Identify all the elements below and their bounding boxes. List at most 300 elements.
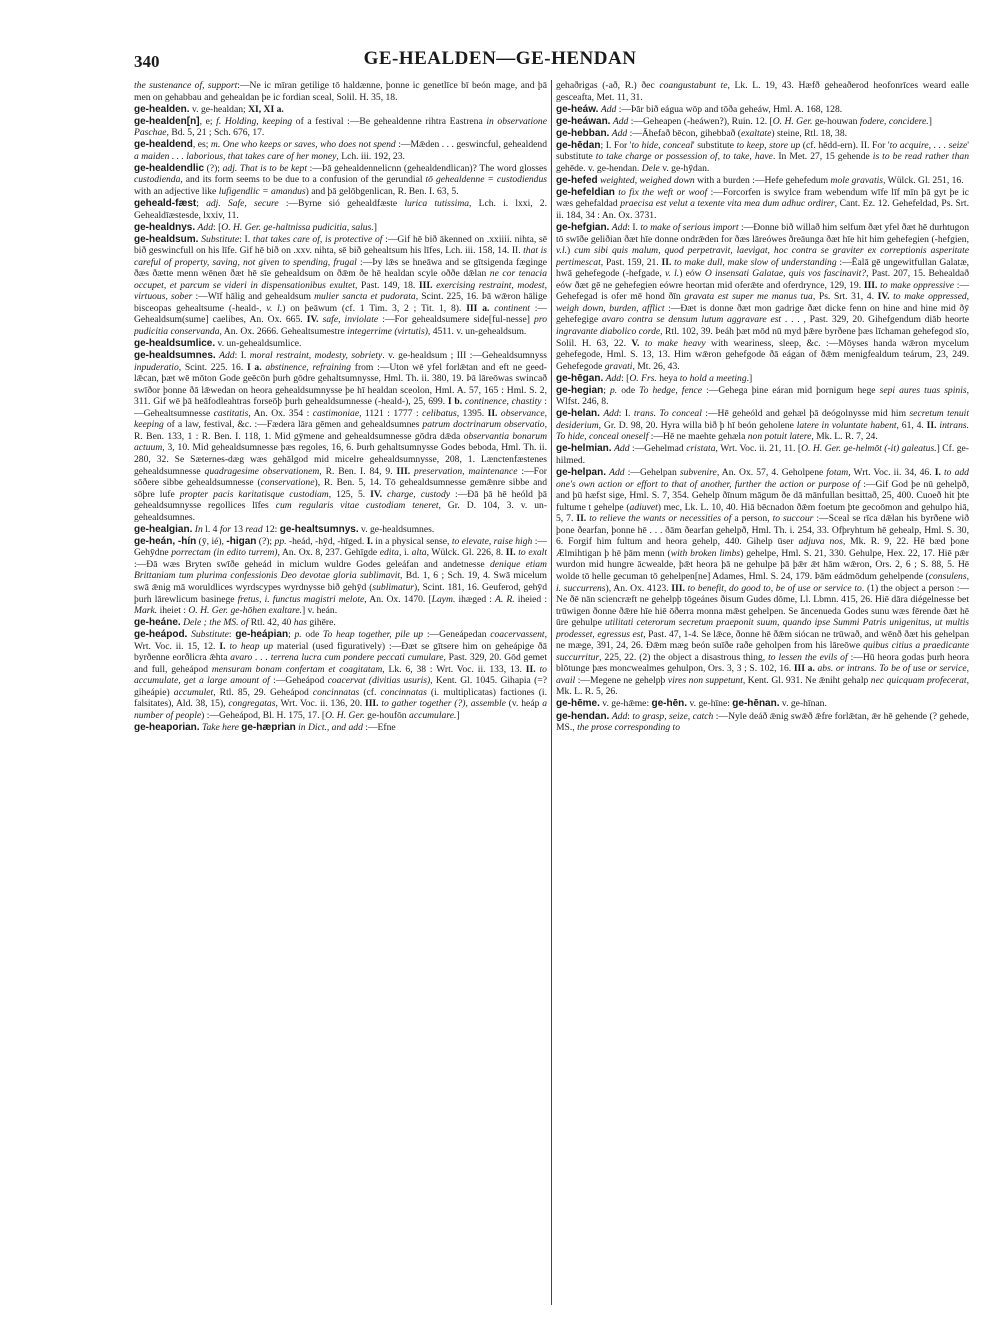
entry-text: ) gehelpe, Hml. S. 21, 330. Gehulpe, Hex. 22, 17. Hiē pǣr wurdon mid hungre ācwealde, þǣt heora þā ne gehulpe þā þǣr ǣt hām wǣron, Ors. 2, 6 ; S. 88, 5. Hē wolde tō helle gecuman tō gehelpen[ne] Adames, Hml. S. 24, 179. Þām eádmōdum gehelpende ( <box>556 547 969 582</box>
gloss-text: porrectam (in edito turrem) <box>171 547 278 559</box>
sense-marker: XI, XI a. <box>248 103 284 115</box>
gloss-text: to grasp, seize, catch <box>632 710 714 722</box>
headword: ge-heáwan. <box>556 115 611 127</box>
gloss-text: weighted, weighed down <box>600 174 695 186</box>
sense-marker: III. <box>863 279 878 291</box>
headword: ge-hēgan. <box>556 372 604 384</box>
headword: ge-healdendlic <box>134 162 205 174</box>
headword: ge-healdsumnes. <box>134 350 216 362</box>
gloss-text: sublimatur <box>372 582 414 594</box>
headword: ge-healdnys. <box>134 221 196 233</box>
entry-text: :—Ēalā gē ungewitfullan Galatæ, hwā gehefegode (-hefgade, <box>556 256 969 280</box>
gloss-text: continence, chastity <box>464 396 542 408</box>
headword: ge-helpan. <box>556 467 607 479</box>
entry-text: , An. Ox. 1470. [ <box>364 593 432 605</box>
sense-marker: IV. <box>306 314 319 326</box>
gloss-text: subvenire <box>679 467 717 479</box>
entry-text: l. 4 <box>202 523 220 535</box>
entry-text: :—Gehega þine eáran mid þornigum hege <box>702 384 880 396</box>
gloss-text: non potuit latere <box>747 431 812 443</box>
entry-text: :—Hū heora godas þurh heora blōtunge þæs moncwealmes gehulpon, Ors. 3, 3 ; S. 102, 16. <box>556 651 969 675</box>
headword: ge-healdsumlice. <box>134 338 216 350</box>
entry-text: . v. ge-healdsum ; III :—Gehealdsumnyss <box>382 350 547 362</box>
entry-text: :—Geheapen (-heáwen?), Ruin. 12. [ <box>628 115 773 127</box>
entry-text: , 1395. <box>456 407 488 419</box>
gloss-text: observance, keeping <box>134 407 547 431</box>
gloss-text: praecisa est velut a texente vita mea dum adhuc ordirer <box>620 198 835 210</box>
gloss-text: conservatione <box>260 477 315 489</box>
headword: -higan <box>226 535 257 547</box>
entry-text: , 4511. v. un-gehealdsum. <box>427 325 527 337</box>
entry-text: : I. <box>618 408 634 420</box>
entry-text: :—Ðonne bið willað him selfum ðæt yfel ðæt hē durhtugon tō swīðe geliðian ðæt hīe donne ondrǣden for ðæs lāreówes ðreāunga ðæt hīe hit him gehefegien (-hefgien, <box>556 222 969 245</box>
entry-text: :—Gehelpan <box>624 467 680 479</box>
gloss-text: Add <box>219 350 235 362</box>
entry-text: , Wülck. Gl. 251, 16. <box>883 174 964 186</box>
entry-text: , Rtl. 102, 39. Þeáh þæt mōd nū myd þǣre byrðene þæs līchaman gehefegod sīo, Solil. H. 63, 22. <box>556 325 969 349</box>
entry-text: :—Sceal se rīca dǣlan his byrðene wið þone ðearfan, þonne hē . . . ðām ðearfan gehelpð, Hml. Th. i. 254, 33. Ofþryhtum hē gehealp, Hml. S. 30, 6. Forgif him fultum and heora gehelp, 440. Gihelp ūser <box>556 513 969 548</box>
gloss-text: to accumulate, get a large amount of <box>134 663 547 687</box>
gloss-text: observantia bonarum actuum <box>134 430 547 454</box>
entry-text: from :—Uton wē yfel forlǣtan and eft ne geed-lǣcan, þæt wē mōton Gode geēcōn þurh gōdre gehaltsumnysse, Hml. Th. ii. 380, 19. Þā lāreōwas swincað swīðor þonne ðā lǣwedan on heora gehealdsumnysse þe hī healdan sceolon, Hml. A. 57, 165 : Hml. S. 2, 311. Gif wē þā heāfodleahtras forseōþ þurh gehealdsumnesse (-heald-), 25, 699. <box>134 361 547 408</box>
headword: ge-hefed <box>556 174 598 186</box>
gloss-text: has <box>293 617 308 629</box>
gloss-text: mensuram bonam confertam et coagitatam <box>211 663 383 675</box>
entry-text: ) :—Geheápod, Bl. H. 175, 17. [ <box>201 710 326 722</box>
entry-text: , Scint. 225, 16. Þā wǣron hālige bisceopas gehealtsume (-heald-, <box>134 291 547 314</box>
headword: ge-hendan. <box>556 710 610 722</box>
gloss-text: ingravante diabolico corde <box>556 325 661 337</box>
gloss-text: A. R. <box>495 593 515 605</box>
headword: ge-hefeldian <box>556 186 615 198</box>
entry-text: , Ps. Srt. 31, 4. <box>812 291 878 303</box>
entry-text: ' substitute <box>556 139 969 163</box>
sense-marker: II. <box>505 547 516 559</box>
headword: ge-heáne. <box>134 617 181 629</box>
entry-text: , Bd. 5, 21 ; Sch. 676, 17. <box>166 127 265 139</box>
entry-text: material (used figuratively) :—Ðæt se gītsere him on geheápige ðā byrðenne eorðlicra ǣhta <box>134 640 547 664</box>
entry-text: : I. <box>234 350 250 362</box>
gloss-text: m. One who keeps or saves, who does not spend <box>210 139 396 151</box>
sense-marker: I. <box>366 535 373 547</box>
gloss-text: to gather together (?), assemble <box>381 698 506 710</box>
headword: geheald-fæst <box>134 197 197 209</box>
entry-text: , Bd. 1, 6 ; Sch. 19, 4. Swā micelum swā ǣnig mā woruldlices wyrdscypes wyrdnysse bið gehȳd ( <box>134 570 547 594</box>
entry-text: , An. Ox. 354 : <box>248 407 313 419</box>
entry-text: ) eów <box>679 268 705 280</box>
entry-text: , An. Ox. 57, 4. Geholpene <box>716 467 827 479</box>
dictionary-entry <box>556 104 969 116</box>
entry-text: ihæged : <box>455 593 496 605</box>
gloss-text: sepi aures tuas spinis <box>879 384 967 396</box>
gloss-text: castimoniae <box>312 407 360 419</box>
entry-text: , 61, 4. <box>896 419 927 431</box>
dictionary-entry <box>134 338 547 350</box>
entry-text: :—Mǣden . . . geswincful, gehealdend <box>395 139 547 151</box>
gloss-text: pro pudicitia conservanda <box>134 314 547 337</box>
entry-text: , 1121 : 1777 : <box>359 407 423 419</box>
entry-text: (i. multiplicatas) factiones (i. falsitates), Ald. 38, 15), <box>134 686 547 710</box>
gloss-text: p. <box>609 384 618 396</box>
gloss-text: O. H. Ger. <box>772 115 813 127</box>
gloss-text: lufigendlic = amandus <box>218 185 306 197</box>
gloss-text: quibus citius a praedicante succurritur <box>556 640 969 663</box>
entry-text: :—Byrne sió gehealdfæste <box>278 197 405 209</box>
gloss-text: latere in voluntate habent <box>796 419 897 431</box>
gloss-text: to acquire, . . . seize <box>889 139 968 151</box>
sense-marker: III. <box>671 582 685 594</box>
gloss-text: to elevate, raise high <box>451 535 533 547</box>
entry-text: iheiet : <box>157 605 189 617</box>
entry-text: ) mec, Lk. L. 10, 40. Hiā bēcnadon ðǣm foetum þte gecoōmon and gehulpo hiā, 5, 7. <box>556 501 969 525</box>
entry-text: :—Hē ne maehte gehæla <box>648 431 748 443</box>
gloss-text: Add <box>611 222 628 234</box>
sense-marker: III. <box>396 465 411 477</box>
entry-text: (cf. hēdd-ern). II. For ' <box>800 139 890 151</box>
dictionary-entry <box>134 139 547 162</box>
gloss-text: that is careful of property, saving, not given to spending, frugal <box>134 245 547 268</box>
entry-text: ) <box>567 245 575 257</box>
gloss-text: O. H. Ger. ge-helmōt (-it) galeatus. <box>801 443 937 455</box>
entry-text: v. ge-hīne: <box>687 698 733 710</box>
entry-text: , i. <box>398 547 412 559</box>
entry-text: v. ge-hǣme: <box>599 698 652 710</box>
gloss-text: inpuderatio <box>134 361 179 373</box>
sense-marker: I b. <box>447 396 463 408</box>
gloss-text: moral restraint, modesty, sobriety <box>249 350 383 362</box>
entry-text: : <box>228 629 236 641</box>
entry-text: with an adjective like <box>134 185 219 197</box>
gloss-text: avaro . . . terrena lucra cum pondere peccati cumulare <box>230 652 444 664</box>
entry-text: :—For gehealdsumere side[ful-nesse] <box>378 314 535 326</box>
gloss-text: read <box>245 523 263 535</box>
entry-text: ge-houfōn <box>364 710 410 722</box>
entry-text: , Wülck. Gl. 226, 8. <box>426 547 506 559</box>
headword: ge-heápod. <box>134 629 188 641</box>
gloss-text: in Dict., and add <box>298 722 363 734</box>
sense-marker: II. <box>525 663 536 675</box>
entry-text: :—Þār bið eágua wōp and tōða geheáw, Hml. A. 168, 128. <box>616 103 843 115</box>
entry-text: , Kent. Gl. 931. Ne ǣniht gehalp <box>742 674 871 686</box>
gloss-text: Add <box>605 372 622 384</box>
sense-marker: V. <box>631 337 640 349</box>
entry-text: ) and þā gelōbgenlican, R. Ben. I. 63, 5. <box>305 185 459 197</box>
entry-text: :—Ne ic mīran getilige tō haldænne, þonne ic genetlīce bī beón mage, and þā men on gehabbau and gehealdan þe ic fordian sceal, Solil. H. 35, 18. <box>134 80 547 103</box>
entry-text: , Wrt. Voc. ii. 15, 12. <box>134 629 547 652</box>
entry-text: :—Wīf hālig and gehealdsum <box>192 291 315 303</box>
sense-marker: I a. <box>246 361 262 373</box>
gloss-text: concinnatas <box>380 686 427 698</box>
gloss-text: exercising restraint, modest, virtuous, sober <box>134 279 547 303</box>
gloss-text: mole gravatis <box>830 174 884 186</box>
right-column <box>556 80 969 1320</box>
gloss-text: Dele <box>641 162 660 174</box>
dictionary-entry <box>134 163 547 198</box>
entry-text: :—Gehefegad is ofer mē hond ðīn <box>556 279 969 303</box>
gloss-text: to take charge or possession of, to take, have <box>595 151 773 163</box>
entry-text: : I. <box>239 233 253 245</box>
headword: ge-healtsumnys. <box>279 523 359 535</box>
gloss-text: cum sibi quis malum, quod perpetravit, laevigat, hoc contra se graviter ex correptionis asperitate pertimescat <box>556 245 969 268</box>
entry-text: ] <box>456 710 460 722</box>
headword: ge-hegian <box>556 384 604 396</box>
headword: ge-hēme. <box>556 698 600 710</box>
entry-text: (cf. <box>359 686 381 698</box>
entry-text: , Wrt. Voc. ii. 34, 46. <box>848 467 935 479</box>
entry-text: , Past. 207, 15. Behealdað eów ðæt gē ne gehefegien eówre heortan mid oferǣte and oferdrynce, 129, 19. <box>556 268 969 291</box>
gloss-text: Mark. <box>134 605 158 617</box>
gloss-text: Add <box>600 103 617 115</box>
gloss-text: the prose corresponding to <box>577 722 681 734</box>
entry-text: :—Geneápedan <box>423 629 491 641</box>
gloss-text: to relieve the wants or necessities of <box>589 513 732 525</box>
gloss-text: To heap together, pile up <box>323 629 424 641</box>
entry-text: , Mk. L. R. 7, 24. <box>811 431 878 443</box>
dictionary-entry <box>134 617 547 629</box>
gloss-text: celibatus <box>422 407 457 419</box>
dictionary-entry <box>134 536 547 617</box>
entry-text: , R. Ben. 133, 1 : R. Ben. I. 118, 1. Mid gȳmene and gehealdsumnesse gōdra dǣda <box>134 419 547 442</box>
entry-text: :—Gehelmad <box>629 443 687 455</box>
entry-text: : <box>627 710 633 722</box>
dictionary-entry <box>556 222 969 372</box>
entry-text: (?); <box>256 535 275 547</box>
gloss-text: Dele ; the MS. of <box>183 617 249 629</box>
sense-marker: III a. <box>793 663 815 675</box>
entry-text: of a law, festival, &c. :—Fædera lāra gēmen and gehealdsumnes <box>163 419 423 431</box>
gloss-text: Add <box>609 467 625 479</box>
gloss-text: to exalt <box>518 547 547 559</box>
gloss-text: for <box>219 523 232 535</box>
gloss-text: coangustabunt te <box>659 80 728 91</box>
entry-text: ) steine, Rtl. 18, 38. <box>771 127 848 139</box>
gloss-text: congregatas <box>228 698 276 710</box>
entry-text: v. ge-hȳdan. <box>659 162 710 174</box>
headword: ge-heáw. <box>556 103 599 115</box>
entry-text: :—Geheápod <box>269 675 328 687</box>
gloss-text: v.l. <box>556 245 568 257</box>
entry-text: ), R. Ben. 5, 14. Tō gehealdsumnesse gemǣnre sibbe and sōþre lufe <box>134 477 547 500</box>
entry-text: , Mt. 26, 43. <box>632 360 680 372</box>
entry-text: ; I. For ' <box>600 139 632 151</box>
entry-text: :—Hē geheóld and gehæl þā deógolnysse mid him <box>701 408 910 420</box>
gloss-text: utilitati ceterorum secretum praeponit suum, quando ipse Summi Patris unigenitus, ut multis prodesset, egressus est <box>556 617 969 640</box>
entry-text: , e; <box>199 115 217 127</box>
gloss-text: patrum doctrinarum observatio <box>422 419 545 431</box>
gloss-text: to hide, conceal <box>631 139 693 151</box>
headword: ge-helmian. <box>556 443 612 455</box>
gloss-text: alta <box>411 547 427 559</box>
gloss-text: castitatis <box>213 407 249 419</box>
sense-marker: II. <box>926 419 937 431</box>
gloss-text: f. Holding, keeping <box>216 115 293 127</box>
entry-text: :—Efne <box>362 722 396 734</box>
entry-text: ) on þeāwum (cf. 1 Tim. 3, 2 ; Tit. 1, 8). <box>282 302 467 314</box>
gloss-text: adjuva nos <box>798 536 843 548</box>
dictionary-entry <box>134 80 547 103</box>
headword: ge-healdsum. <box>134 233 199 245</box>
dictionary-entry <box>556 385 969 408</box>
gloss-text: Add <box>197 221 214 233</box>
headword: ge-healgian. <box>134 523 193 535</box>
entry-text: :—For sōðere sibbe gehealdsumnesse ( <box>134 465 547 489</box>
entry-text: : [ <box>621 372 630 384</box>
entry-text: ), An. Ox. 4123. <box>605 582 672 594</box>
column-divider <box>551 80 552 1305</box>
entry-text: of a festival :—Be gehealdenne rihtra Eastrena <box>292 115 487 127</box>
gloss-text: pp. <box>274 535 287 547</box>
dictionary-entry <box>134 350 547 523</box>
entry-text: :—Nyle deáð ǣnig swǣð ǣfre forlǣtan, ǣr hē gehende (? gehede, MS., <box>556 710 969 734</box>
entry-text: :—Gehealtsumnesse <box>134 396 547 419</box>
entry-text: ; <box>196 197 207 209</box>
entry-text: ] <box>928 115 932 127</box>
entry-text: :—Ðā þā hē heóld þā gehealdsumnysse regollices līfes <box>134 488 547 512</box>
entry-text: , Past. 329, 20. Gōd gemet and full, geheápod <box>134 652 547 675</box>
entry-text: , and its form seems to be due to a confusion of the gerundial <box>180 174 426 186</box>
entry-text: , Cant. Ez. 12. Gehefeldad, Ps. Srt. ii. 184, 34 : An. Ox. 3731. <box>556 198 969 222</box>
entry-text: , Past. 47, 1-4. Se lǣce, ðonne hē ðǣm siócan ne trūwað, and wēnð ðæt his gehelpan ne mæge, 391, 24, 26. Ðǣm mæg beón suīðe raðe geholpen from his lāreōwe <box>556 628 969 652</box>
gloss-text: trans. To conceal <box>633 408 702 420</box>
entry-text: gihēre. <box>307 617 336 629</box>
gloss-text: v. l. <box>664 268 680 280</box>
entry-text: (v. heáp <box>505 698 543 710</box>
dictionary-entry <box>556 467 969 698</box>
gloss-text: tō gehealdenne = custodiendus <box>425 174 547 186</box>
headword: ge-heápian <box>235 629 289 641</box>
gloss-text: O. H. Ger. ge-haltnissa pudicitia, salus. <box>221 221 374 233</box>
headword: ge-heán, -hín <box>134 535 197 547</box>
entry-text: :—Þā gehealdennelicnn (gehealdendlican)? The word glosses <box>307 162 547 174</box>
dictionary-entry <box>556 187 969 222</box>
entry-text: , Lk. 6, 38 : Wrt. Voc. ii. 133, 13. <box>382 663 526 675</box>
gloss-text: secretum tenuit desiderium <box>556 408 969 431</box>
dictionary-entry <box>556 175 969 187</box>
dictionary-entry <box>556 711 969 734</box>
gloss-text: to make of serious import <box>640 222 739 234</box>
gloss-text: propter pacis karitatisque custodiam <box>179 488 329 500</box>
gloss-text: denique etiam Brittaniam tum plurima confessionis Deo devotae gloria sublimavit <box>134 558 547 582</box>
gloss-text: accumulare. <box>409 710 457 722</box>
entry-text: , Mk. L. R. 5, 26. <box>556 674 969 698</box>
gloss-text: p. <box>294 629 302 641</box>
gloss-text: lurica tutissima <box>404 197 470 209</box>
gloss-text: to make heavy <box>644 337 706 349</box>
gloss-text: fotam <box>826 467 849 479</box>
gloss-text: adj. Safe, secure <box>206 197 279 209</box>
entry-text: ] <box>373 221 377 233</box>
entry-text: 12: <box>262 523 280 535</box>
sense-marker: IV. <box>877 291 890 303</box>
gloss-text: In <box>194 523 203 535</box>
gloss-text: to benefit, do good to, be of use or service to <box>687 582 862 594</box>
entry-text: v. ge-healdan; <box>189 103 249 115</box>
gloss-text: O. H. Ger. ge-hōhen exaltare. <box>188 605 303 617</box>
entry-text: , Kent. Gl. 1045. Gihapia (=? giheápie) <box>134 675 547 698</box>
gloss-text: accumulet <box>173 686 214 698</box>
entry-text: , R. Ben. I. 84, 9. <box>319 465 397 477</box>
entry-text: with weariness, sleep, &c. :—Mōyses handa wǣron mycelum gehefegode, Hml. S. 13, 13. Him wǣron gehefgode ðā eágan of ðǣm menigfealdum teárum, 23, 249. Gehefegode <box>556 337 969 372</box>
gloss-text: fodere, concidere. <box>859 115 929 127</box>
gloss-text: Add <box>611 127 628 139</box>
gloss-text: Add <box>603 408 619 420</box>
gloss-text: to make oppressed, weigh down, burden, afflict <box>556 291 969 314</box>
page-number: 340 <box>134 52 160 71</box>
gloss-text: to make oppressive <box>880 279 954 291</box>
entry-text: -heád, -hȳd, -hīged. <box>286 535 367 547</box>
gloss-text: cristata <box>686 443 716 455</box>
gloss-text: vires non suppetunt <box>667 674 743 686</box>
gloss-text: abstinence, refraining <box>265 361 352 373</box>
running-head: GE-HEALDEN—GE-HENDAN <box>363 48 637 69</box>
entry-text: :—Forcorfen is swylce fram webendum wīfe līf mīn þā gyt þe ic wæs gehefaldad <box>556 186 969 210</box>
sense-marker: II. <box>576 513 587 525</box>
gloss-text: to make dull, make slow of understanding <box>674 256 837 268</box>
dictionary-entry <box>556 80 969 103</box>
gloss-text: to fix the weft or woof <box>618 186 708 198</box>
gloss-text: abs. or intrans. To be of use or service, avail <box>556 663 969 686</box>
sense-marker: I. <box>219 640 226 652</box>
gloss-text: Add <box>614 443 630 455</box>
entry-text: :—Ðā wæs Bryten swīðe geheád in miclum wuldre Godes geleáfan and andetnesse <box>134 558 490 570</box>
entry-text: : [ <box>213 221 222 233</box>
entry-text: , Gr. D. 104, 3. v. un-gehealdsumnes. <box>134 500 547 523</box>
gloss-text: in observatione Paschae <box>134 115 547 139</box>
entry-text: , Gr. D. 98, 20. Hyra willa bið þ hī beón geholene <box>598 419 797 431</box>
entry-text: , es; <box>192 139 211 151</box>
entry-text: in a physical sense, <box>372 535 452 547</box>
sense-marker: II. <box>661 256 672 268</box>
gloss-text: Substitute <box>191 629 229 641</box>
gloss-text: gravati <box>604 360 633 372</box>
gloss-text: avaro contra se densum lutum aggravare est <box>601 314 782 326</box>
gloss-text: v. l. <box>266 302 283 314</box>
dictionary-entry <box>134 116 547 139</box>
dictionary-entry <box>556 443 969 466</box>
gloss-text: to lessen the evils of <box>768 651 848 663</box>
headword: ge-hæprian <box>241 722 296 734</box>
entry-text: ), Scint. 181, 16. Geuferod, gehȳd þurh lārewlicum basinege <box>134 582 547 605</box>
entry-text: , An. Ox. 2666. Gehealtsumestre <box>219 325 348 337</box>
sense-marker: III. <box>364 698 379 710</box>
headword: ge-hefgian. <box>556 222 610 234</box>
entry-text: . (1) the object a person :—Ne ðē nān sciencræft ne gehelpþ tōgeánes ðisum Gudes dōme, Ll. Lbmn. 415, 26. Hiē dāra diégelnesse bet trūwigen ðonne ðǣre hīe hiē ōðerra monna mǣst gehelpen. Se āncenueda Godes sunu wæs fērende ðæt hē ūre gehulpe <box>556 582 969 629</box>
entry-text: . . . , Past. 329, 20. Gihefgendum diāb heorte <box>781 314 969 326</box>
entry-text: :—Megene ne gehelpþ <box>575 674 668 686</box>
gloss-text: O. H. Ger. <box>325 710 365 722</box>
entry-text: , Scint. 225. 16. <box>178 361 247 373</box>
gloss-text: charge, custody <box>387 488 451 500</box>
headword: ge-hebban. <box>556 127 610 139</box>
gloss-text: with broken limbs <box>670 547 741 559</box>
gloss-text: Take here <box>201 722 239 734</box>
gloss-text: adj. That is to be kept <box>222 162 307 174</box>
gloss-text: gravata est super me manus tua <box>684 291 813 303</box>
gloss-text: mulier sancta et pudorata <box>314 291 416 303</box>
gloss-text: is to be read rather than <box>872 151 969 163</box>
entry-text: , An. Ox. 8, 237. Gehīgde <box>277 547 380 559</box>
headword: ge-healdend <box>134 139 193 151</box>
entry-text: 13 <box>231 523 246 535</box>
entry-text: , 225, 22. (2) the object a disastrous thing, <box>599 651 769 663</box>
gloss-text: Laym. <box>431 593 456 605</box>
dictionary-entry <box>134 222 547 234</box>
entry-text: ge-houwan <box>812 115 860 127</box>
gloss-text: integerrime (virtutis) <box>347 325 428 337</box>
entry-text: , 125, 5. <box>328 488 371 500</box>
sense-marker: II. <box>487 407 498 419</box>
entry-text: (ȳ, ié), <box>196 535 227 547</box>
